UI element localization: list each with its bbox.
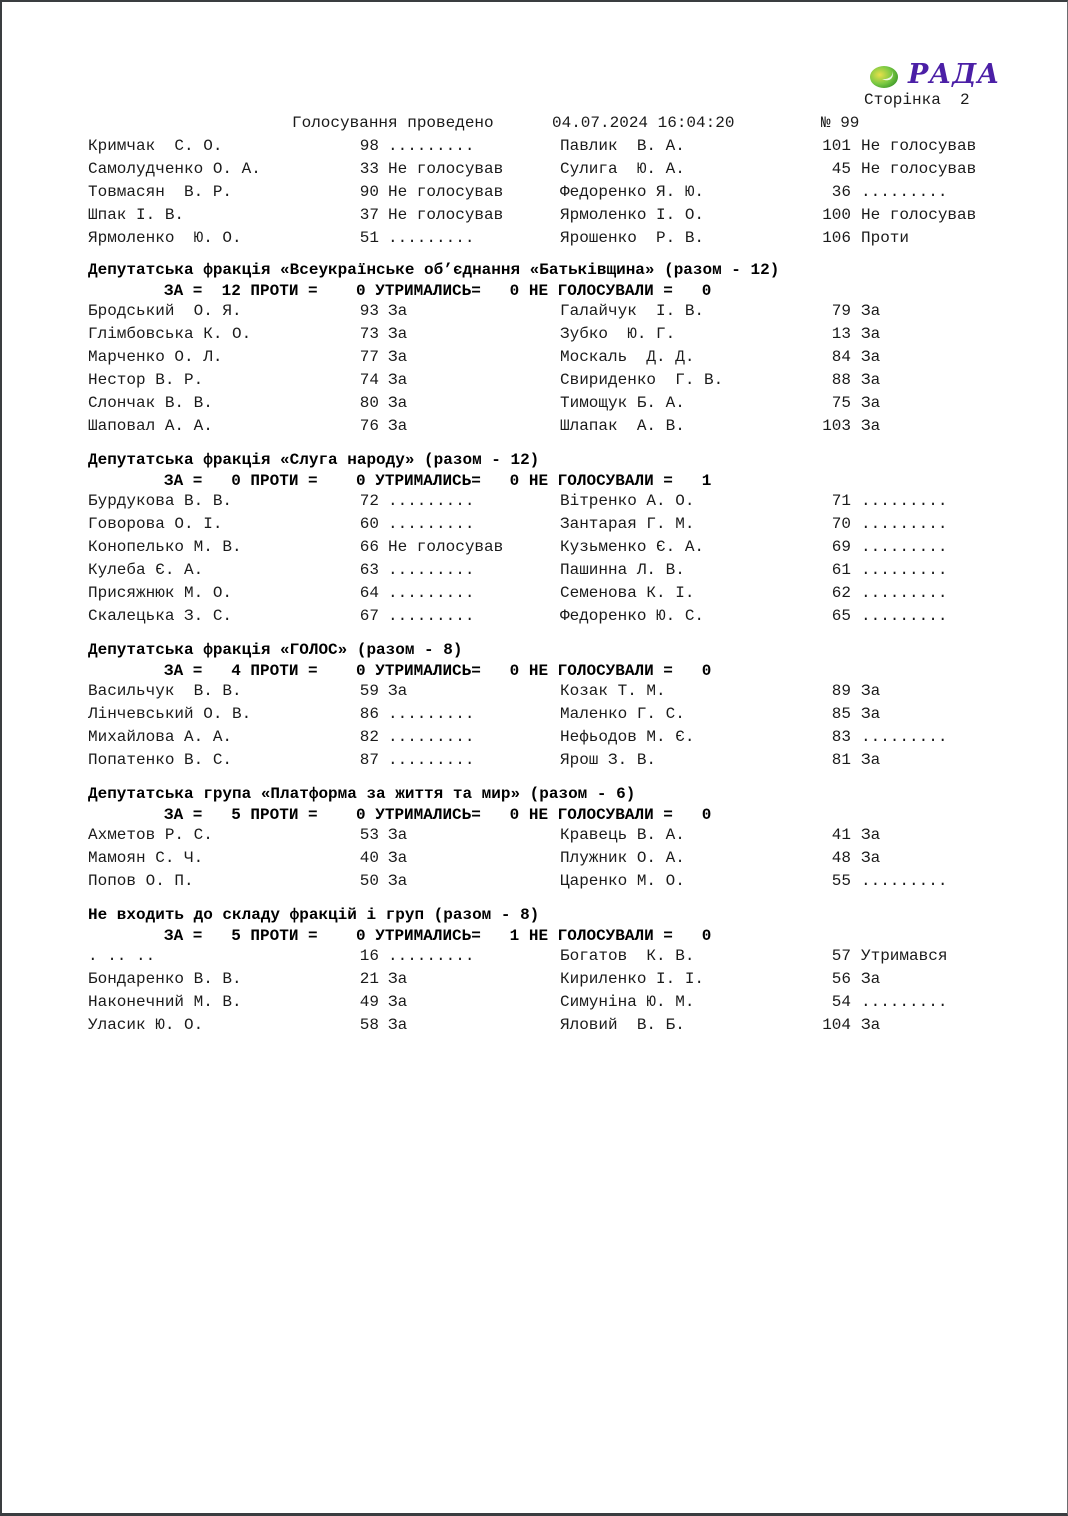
vote-status: ......... xyxy=(388,584,475,602)
deputy-name: Федоренко Ю. С. xyxy=(560,607,705,625)
seat-number: 61 xyxy=(831,561,851,579)
deputy-row xyxy=(88,137,1008,155)
vote-status: Не голосував xyxy=(388,183,504,201)
vote-status: За xyxy=(861,849,881,867)
deputy-name: Яловий В. Б. xyxy=(560,1016,685,1034)
group-summary: ЗА = 4 ПРОТИ = 0 УТРИМАЛИСЬ= 0 НЕ ГОЛОСУВАЛИ = 0 xyxy=(164,662,712,680)
seat-number: 85 xyxy=(831,705,851,723)
deputy-name: Михайлова А. А. xyxy=(88,728,233,746)
vote-status: ......... xyxy=(861,728,948,746)
deputy-row xyxy=(88,206,1008,224)
seat-number: 88 xyxy=(831,371,851,389)
vote-status: ......... xyxy=(861,492,948,510)
deputy-name: Слончак В. В. xyxy=(88,394,213,412)
vote-status: Не голосував xyxy=(388,160,504,178)
seat-number: 69 xyxy=(831,538,851,556)
vote-status: За xyxy=(388,394,408,412)
deputy-name: Кримчак С. О. xyxy=(88,137,223,155)
vote-status: За xyxy=(861,826,881,844)
deputy-name: Шаповал А. А. xyxy=(88,417,213,435)
vote-status: ......... xyxy=(388,705,475,723)
seat-number: 53 xyxy=(359,826,379,844)
vote-status: За xyxy=(388,1016,408,1034)
vote-status: За xyxy=(388,302,408,320)
vote-status: ......... xyxy=(388,947,475,965)
seat-number: 80 xyxy=(359,394,379,412)
deputy-name: Москаль Д. Д. xyxy=(560,348,695,366)
seat-number: 73 xyxy=(359,325,379,343)
logo-text: РАДА xyxy=(908,59,1001,90)
deputy-name: Пашинна Л. В. xyxy=(560,561,685,579)
seat-number: 16 xyxy=(359,947,379,965)
deputy-name: Ярошенко Р. В. xyxy=(560,229,705,247)
vote-status: За xyxy=(861,302,881,320)
deputy-name: Зубко Ю. Г. xyxy=(560,325,676,343)
deputy-name: Говорова О. І. xyxy=(88,515,223,533)
seat-number: 54 xyxy=(831,993,851,1011)
deputy-row xyxy=(88,1016,1008,1034)
seat-number: 65 xyxy=(831,607,851,625)
vote-status: За xyxy=(388,970,408,988)
seat-number: 79 xyxy=(831,302,851,320)
deputy-row xyxy=(88,849,1008,867)
seat-number: 21 xyxy=(359,970,379,988)
seat-number: 89 xyxy=(831,682,851,700)
deputy-name: Маленко Г. С. xyxy=(560,705,685,723)
seat-number: 60 xyxy=(359,515,379,533)
deputy-name: Самолудченко О. А. xyxy=(88,160,261,178)
vote-status: За xyxy=(861,705,881,723)
deputy-name: Скалецька З. С. xyxy=(88,607,233,625)
vote-status: За xyxy=(861,371,881,389)
seat-number: 49 xyxy=(359,993,379,1011)
deputy-name: Васильчук В. В. xyxy=(88,682,242,700)
group-title: Депутатська фракція «Всеукраїнське об’єднання «Батьківщина» (разом - 12) xyxy=(88,261,780,279)
group-summary: ЗА = 5 ПРОТИ = 0 УТРИМАЛИСЬ= 1 НЕ ГОЛОСУВАЛИ = 0 xyxy=(164,927,712,945)
deputy-row xyxy=(88,538,1008,556)
deputy-name: Сулига Ю. А. xyxy=(560,160,685,178)
deputy-name: Плужник О. А. xyxy=(560,849,685,867)
seat-number: 74 xyxy=(359,371,379,389)
vote-status: За xyxy=(388,325,408,343)
vote-status: За xyxy=(388,872,408,890)
vote-status: ......... xyxy=(388,137,475,155)
deputy-name: Бондаренко В. В. xyxy=(88,970,242,988)
seat-number: 51 xyxy=(359,229,379,247)
vote-status: ......... xyxy=(861,183,948,201)
deputy-name: Вітренко А. О. xyxy=(560,492,695,510)
deputy-name: . .. .. xyxy=(88,947,156,965)
deputy-name: Присяжнюк М. О. xyxy=(88,584,233,602)
vote-status: За xyxy=(388,682,408,700)
deputy-row xyxy=(88,325,1008,343)
vote-status: Не голосував xyxy=(861,137,977,155)
deputy-name: Попатенко В. С. xyxy=(88,751,233,769)
deputy-row xyxy=(88,229,1008,247)
deputy-name: Шпак І. В. xyxy=(88,206,185,224)
deputy-row xyxy=(88,160,1008,178)
deputy-name: Кравець В. А. xyxy=(560,826,685,844)
deputy-row xyxy=(88,183,1008,201)
seat-number: 56 xyxy=(831,970,851,988)
vote-status: За xyxy=(388,849,408,867)
vote-status: ......... xyxy=(861,993,948,1011)
deputy-name: Бурдукова В. В. xyxy=(88,492,233,510)
seat-number: 72 xyxy=(359,492,379,510)
deputy-name: Глімбовська К. О. xyxy=(88,325,252,343)
seat-number: 77 xyxy=(359,348,379,366)
deputy-name: Кузьменко Є. А. xyxy=(560,538,705,556)
deputy-row xyxy=(88,417,1008,435)
seat-number: 48 xyxy=(831,849,851,867)
seat-number: 58 xyxy=(359,1016,379,1034)
group-summary: ЗА = 5 ПРОТИ = 0 УТРИМАЛИСЬ= 0 НЕ ГОЛОСУВАЛИ = 0 xyxy=(164,806,712,824)
deputy-name: Федоренко Я. Ю. xyxy=(560,183,705,201)
seat-number: 106 xyxy=(822,229,851,247)
vote-status: ......... xyxy=(388,492,475,510)
vote-status: Утримався xyxy=(861,947,948,965)
seat-number: 50 xyxy=(359,872,379,890)
deputy-row xyxy=(88,993,1008,1011)
deputy-name: Семенова К. І. xyxy=(560,584,695,602)
deputy-name: Марченко О. Л. xyxy=(88,348,223,366)
seat-number: 75 xyxy=(831,394,851,412)
seat-number: 55 xyxy=(831,872,851,890)
seat-number: 45 xyxy=(831,160,851,178)
seat-number: 100 xyxy=(822,206,851,224)
seat-number: 83 xyxy=(831,728,851,746)
vote-status: ......... xyxy=(388,751,475,769)
deputy-row xyxy=(88,872,1008,890)
seat-number: 37 xyxy=(359,206,379,224)
vote-status: Не голосував xyxy=(388,206,504,224)
vote-status: За xyxy=(861,394,881,412)
seat-number: 63 xyxy=(359,561,379,579)
vote-status: За xyxy=(861,970,881,988)
deputy-name: Конопелько М. В. xyxy=(88,538,242,556)
seat-number: 103 xyxy=(822,417,851,435)
vote-label: Голосування проведено xyxy=(292,114,494,132)
rada-logo xyxy=(868,59,1008,92)
seat-number: 87 xyxy=(359,751,379,769)
vote-datetime: 04.07.2024 16:04:20 xyxy=(552,114,735,132)
seat-number: 33 xyxy=(359,160,379,178)
deputy-row xyxy=(88,394,1008,412)
deputy-name: Галайчук І. В. xyxy=(560,302,705,320)
leaf-icon xyxy=(868,64,902,94)
deputy-name: Свириденко Г. В. xyxy=(560,371,724,389)
deputy-row xyxy=(88,348,1008,366)
deputy-name: Нестор В. Р. xyxy=(88,371,204,389)
seat-number: 81 xyxy=(831,751,851,769)
vote-status: За xyxy=(388,417,408,435)
vote-status: За xyxy=(388,993,408,1011)
seat-number: 66 xyxy=(359,538,379,556)
vote-status: Не голосував xyxy=(388,538,504,556)
seat-number: 71 xyxy=(831,492,851,510)
vote-status: За xyxy=(861,751,881,769)
deputy-name: Павлик В. А. xyxy=(560,137,685,155)
vote-status: ......... xyxy=(861,607,948,625)
deputy-name: Козак Т. М. xyxy=(560,682,666,700)
deputy-name: Ярмоленко Ю. О. xyxy=(88,229,242,247)
deputy-name: Лінчевський О. В. xyxy=(88,705,252,723)
group-summary: ЗА = 12 ПРОТИ = 0 УТРИМАЛИСЬ= 0 НЕ ГОЛОСУВАЛИ = 0 xyxy=(164,282,712,300)
deputy-name: Мамоян С. Ч. xyxy=(88,849,204,867)
deputy-name: Тимощук Б. А. xyxy=(560,394,685,412)
vote-status: ......... xyxy=(388,229,475,247)
vote-status: Не голосував xyxy=(861,160,977,178)
seat-number: 41 xyxy=(831,826,851,844)
vote-status: ......... xyxy=(388,607,475,625)
deputy-name: Ахметов Р. С. xyxy=(88,826,213,844)
vote-status: За xyxy=(388,371,408,389)
seat-number: 59 xyxy=(359,682,379,700)
vote-status: ......... xyxy=(861,561,948,579)
vote-status: Проти xyxy=(861,229,910,247)
vote-status: За xyxy=(861,417,881,435)
vote-status: За xyxy=(861,682,881,700)
deputy-row xyxy=(88,584,1008,602)
vote-status: За xyxy=(388,826,408,844)
deputy-row xyxy=(88,970,1008,988)
deputy-name: Нефьодов М. Є. xyxy=(560,728,695,746)
vote-status: ......... xyxy=(388,515,475,533)
group-title: Депутатська фракція «Слуга народу» (разом - 12) xyxy=(88,451,540,469)
seat-number: 98 xyxy=(359,137,379,155)
deputy-row xyxy=(88,607,1008,625)
seat-number: 40 xyxy=(359,849,379,867)
seat-number: 57 xyxy=(831,947,851,965)
deputy-row xyxy=(88,947,1008,965)
deputy-name: Царенко М. О. xyxy=(560,872,685,890)
deputy-name: Шлапак А. В. xyxy=(560,417,685,435)
group-title: Не входить до складу фракцій і груп (разом - 8) xyxy=(88,906,540,924)
vote-status: За xyxy=(861,325,881,343)
group-title: Депутатська фракція «ГОЛОС» (разом - 8) xyxy=(88,641,463,659)
deputy-name: Товмасян В. Р. xyxy=(88,183,233,201)
vote-status: ......... xyxy=(388,561,475,579)
vote-status: Не голосував xyxy=(861,206,977,224)
seat-number: 64 xyxy=(359,584,379,602)
vote-status: ......... xyxy=(388,728,475,746)
vote-status: ......... xyxy=(861,872,948,890)
deputy-row xyxy=(88,682,1008,700)
deputy-name: Наконечний М. В. xyxy=(88,993,242,1011)
seat-number: 84 xyxy=(831,348,851,366)
deputy-row xyxy=(88,302,1008,320)
vote-status: ......... xyxy=(861,515,948,533)
page-number: Сторінка 2 xyxy=(864,91,970,109)
deputy-row xyxy=(88,492,1008,510)
seat-number: 13 xyxy=(831,325,851,343)
vote-status: ......... xyxy=(861,584,948,602)
vote-status: За xyxy=(861,348,881,366)
deputy-name: Попов О. П. xyxy=(88,872,194,890)
deputy-name: Симуніна Ю. М. xyxy=(560,993,695,1011)
vote-status: ......... xyxy=(861,538,948,556)
deputy-name: Ярош З. В. xyxy=(560,751,657,769)
deputy-row xyxy=(88,371,1008,389)
seat-number: 93 xyxy=(359,302,379,320)
deputy-name: Уласик Ю. О. xyxy=(88,1016,204,1034)
group-summary: ЗА = 0 ПРОТИ = 0 УТРИМАЛИСЬ= 0 НЕ ГОЛОСУВАЛИ = 1 xyxy=(164,472,712,490)
deputy-name: Бродський О. Я. xyxy=(88,302,242,320)
deputy-name: Кулеба Є. А. xyxy=(88,561,204,579)
deputy-row xyxy=(88,751,1008,769)
deputy-row xyxy=(88,826,1008,844)
deputy-row xyxy=(88,515,1008,533)
deputy-row xyxy=(88,561,1008,579)
group-title: Депутатська група «Платформа за життя та мир» (разом - 6) xyxy=(88,785,636,803)
deputy-row xyxy=(88,728,1008,746)
deputy-name: Зантарая Г. М. xyxy=(560,515,695,533)
deputy-name: Кириленко І. І. xyxy=(560,970,705,988)
seat-number: 82 xyxy=(359,728,379,746)
deputy-row xyxy=(88,705,1008,723)
seat-number: 70 xyxy=(831,515,851,533)
seat-number: 36 xyxy=(831,183,851,201)
vote-status: За xyxy=(861,1016,881,1034)
seat-number: 76 xyxy=(359,417,379,435)
vote-status: За xyxy=(388,348,408,366)
deputy-name: Ярмоленко І. О. xyxy=(560,206,705,224)
seat-number: 86 xyxy=(359,705,379,723)
seat-number: 62 xyxy=(831,584,851,602)
seat-number: 101 xyxy=(822,137,851,155)
seat-number: 90 xyxy=(359,183,379,201)
deputy-name: Богатов К. В. xyxy=(560,947,695,965)
seat-number: 104 xyxy=(822,1016,851,1034)
vote-number: № 99 xyxy=(821,114,860,132)
seat-number: 67 xyxy=(359,607,379,625)
